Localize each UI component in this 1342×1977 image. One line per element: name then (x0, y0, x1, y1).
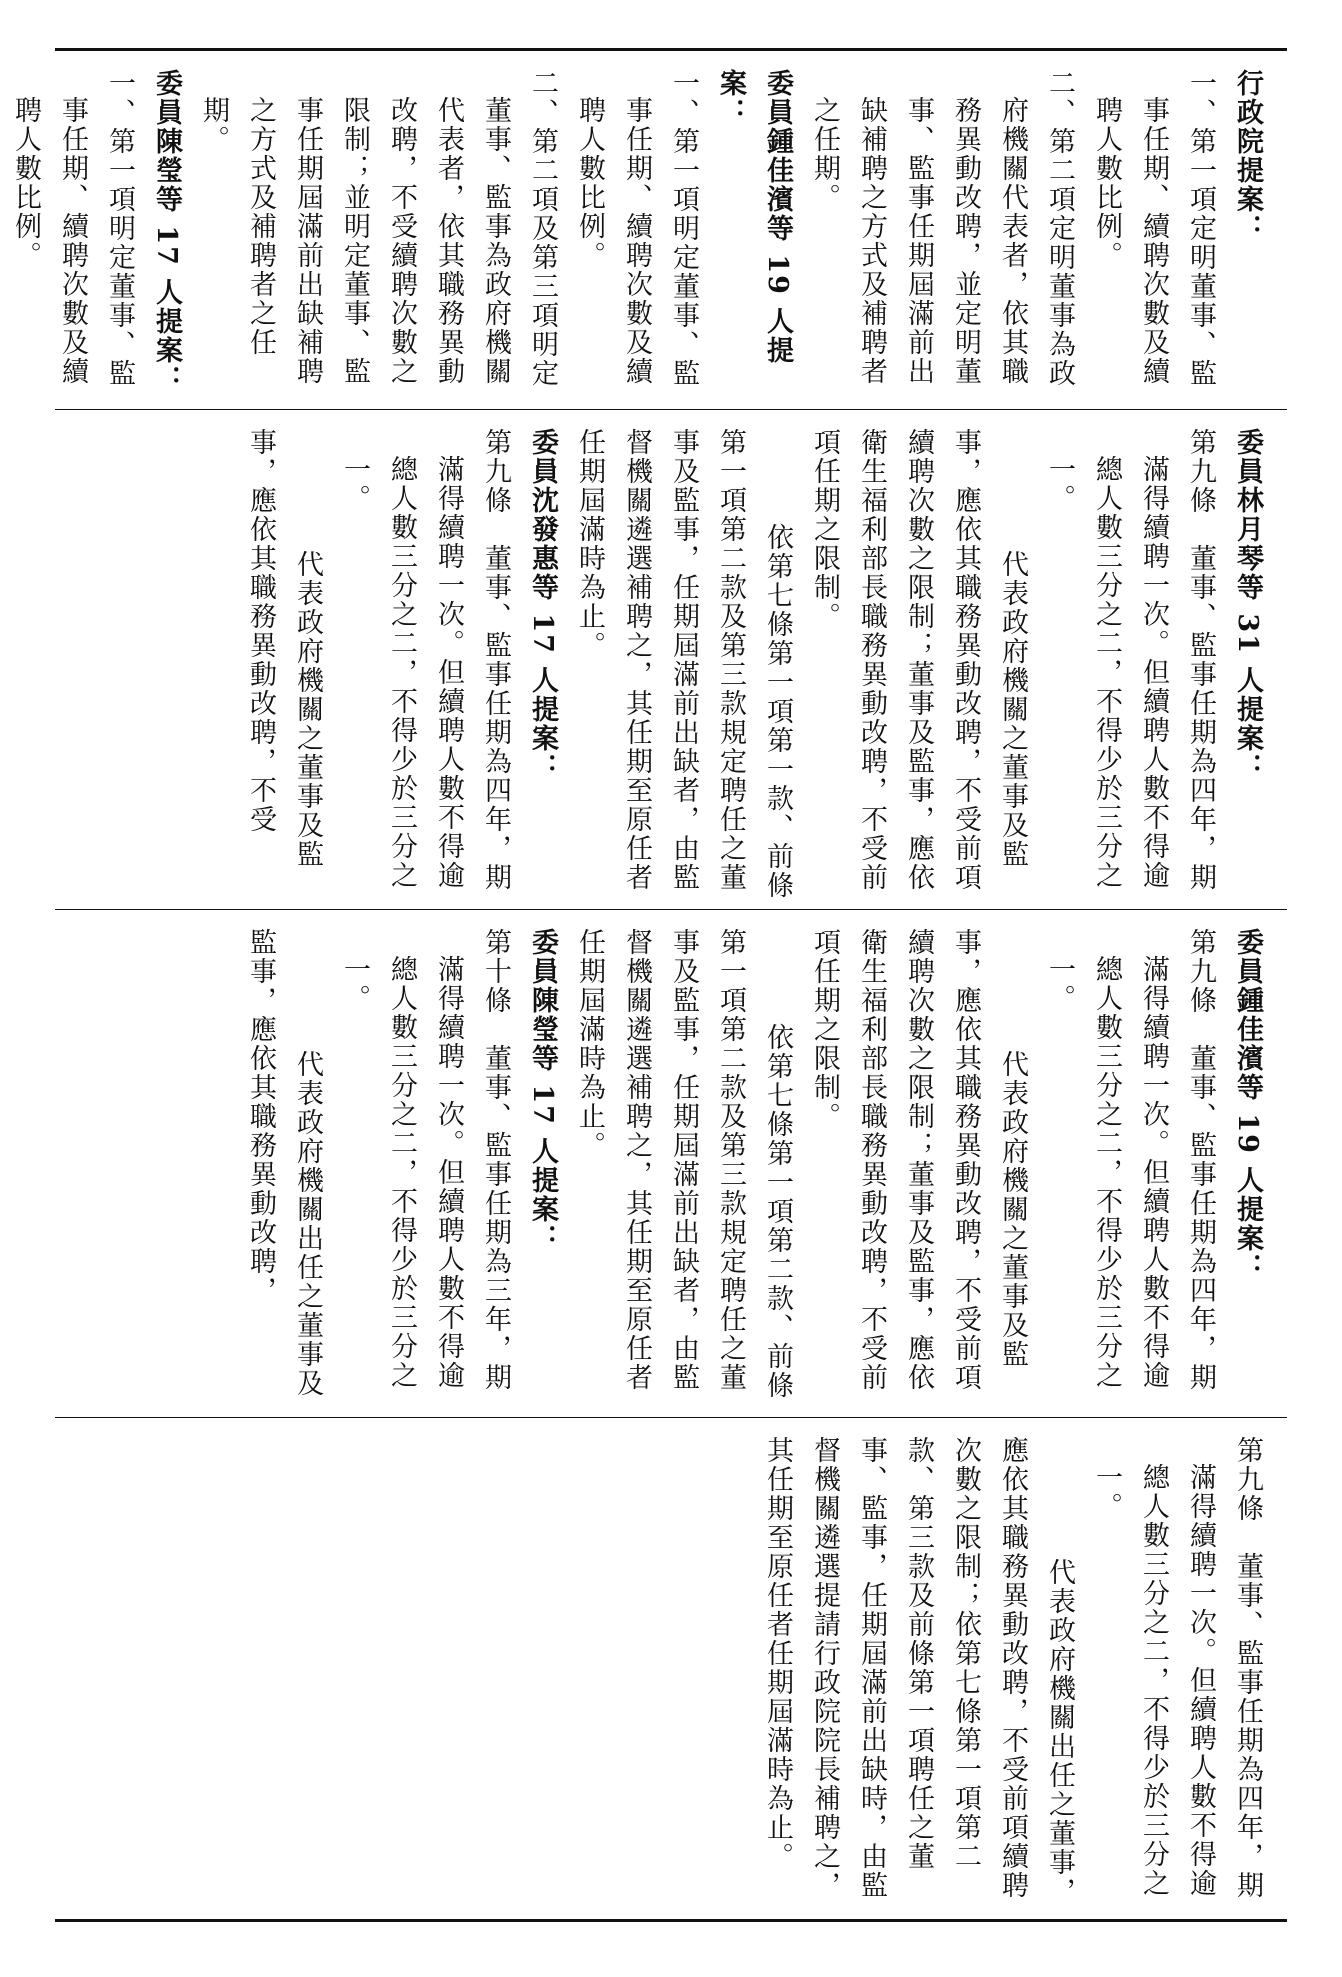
paragraph: 二、第二項定明董事為政府機關代表者，依其職務異動改聘，並定明董事、監事任期屆滿前出缺補聘之方式及補聘者之任期。 (809, 69, 1075, 388)
cell-current-text (55, 1418, 1287, 1920)
heading-proposal: 委員鍾佳濱等 19 人提案： (1232, 928, 1263, 1283)
row-proposal-a (55, 409, 1287, 910)
cell-explanation (10, 51, 1287, 409)
cell-proposal-b (55, 910, 1287, 1418)
paragraph: 一、第一項明定董事、監事任期、續聘次數及續聘人數比例。 (10, 69, 135, 388)
paragraph: 二、第二項及第三項明定董事、監事為政府機關代表者，依其職務異動改聘，不受續聘次數之限制；並明定董事、監事任期屆滿前出缺補聘之方式及補聘者之任期。 (198, 69, 558, 388)
paragraph: 一、第一項定明董事、監事任期、續聘次數及續聘人數比例。 (1091, 69, 1216, 388)
article-text: 代表政府機關之董事及監事，應依其職務異動改聘，不受前項續聘次數之限制；董事及監事，應依衛生福利部長職務異動改聘，不受前項任期之限制。 (809, 928, 1028, 1392)
article-text: 第九條 董事、監事任期為四年，期滿得續聘一次。但續聘人數不得逾總人數三分之二，不得少於三分之一。 (1091, 1436, 1263, 1900)
heading-proposal: 委員陳瑩等 17 人提案： (527, 928, 558, 1254)
article-text: 第十條 董事、監事任期為三年，期滿得續聘一次。但續聘人數不得逾總人數三分之二，不得少於三分之一。 (339, 928, 511, 1392)
article-text: 第九條 董事、監事任期為四年，期滿得續聘一次。但續聘人數不得逾總人數三分之二，不得少於三分之一。 (1044, 428, 1216, 892)
cell-proposal-a (55, 410, 1287, 910)
row-current-text (55, 1417, 1287, 1920)
article-text: 代表政府機關之董事及監事，應依其職務異動改聘，不受 (245, 428, 323, 869)
paragraph: 一、第一項明定董事、監事任期、續聘次數及續聘人數比例。 (574, 69, 699, 388)
article-text: 依第七條第一項第一款、前條第一項第二款及第三款規定聘任之董事及監事，任期屆滿前出缺者，由監督機關遴選補聘之，其任期至原任者任期屆滿時為止。 (574, 428, 793, 900)
heading-proposal: 委員陳瑩等 17 人提案： (151, 69, 182, 395)
article-text: 第九條 董事、監事任期為四年，期滿得續聘一次。但續聘人數不得逾總人數三分之二，不得少於三分之一。 (1044, 928, 1216, 1392)
row-explanation (10, 51, 1287, 409)
paragraph (0, 96, 2, 399)
heading-proposal: 委員鍾佳濱等 19 人提案： (715, 69, 793, 366)
comparison-table (10, 48, 1287, 1922)
article-text: 代表政府機關之董事及監事，應依其職務異動改聘，不受前項續聘次數之限制；董事及監事，應依衛生福利部長職務異動改聘，不受前項任期之限制。 (809, 428, 1028, 892)
heading-proposal: 委員林月琴等 31 人提案： (1232, 428, 1263, 783)
heading-proposal: 委員沈發惠等 17 人提案： (527, 428, 558, 783)
row-proposal-b (55, 909, 1287, 1418)
article-text: 代表政府機關出任之董事，應依其職務異動改聘，不受前項續聘次數之限制；依第七條第一項第二款、第三款及前條第一項聘任之董事、監事，任期屆滿前出缺時，由監督機關遴選提請行政院院長補聘之，其任期至原任者任期屆滿時為止。 (762, 1436, 1075, 1906)
heading-executive-yuan: 行政院提案： (1232, 69, 1263, 243)
article-text: 依第七條第一項第二款、前條第一項第二款及第三款規定聘任之董事及監事，任期屆滿前出缺者，由監督機關遴選補聘之，其任期至原任者任期屆滿時為止。 (574, 928, 793, 1400)
article-text: 代表政府機關出任之董事及監事，應依其職務異動改聘， (245, 928, 323, 1398)
article-text: 第九條 董事、監事任期為四年，期滿得續聘一次。但續聘人數不得逾總人數三分之二，不得少於三分之一。 (339, 428, 511, 892)
